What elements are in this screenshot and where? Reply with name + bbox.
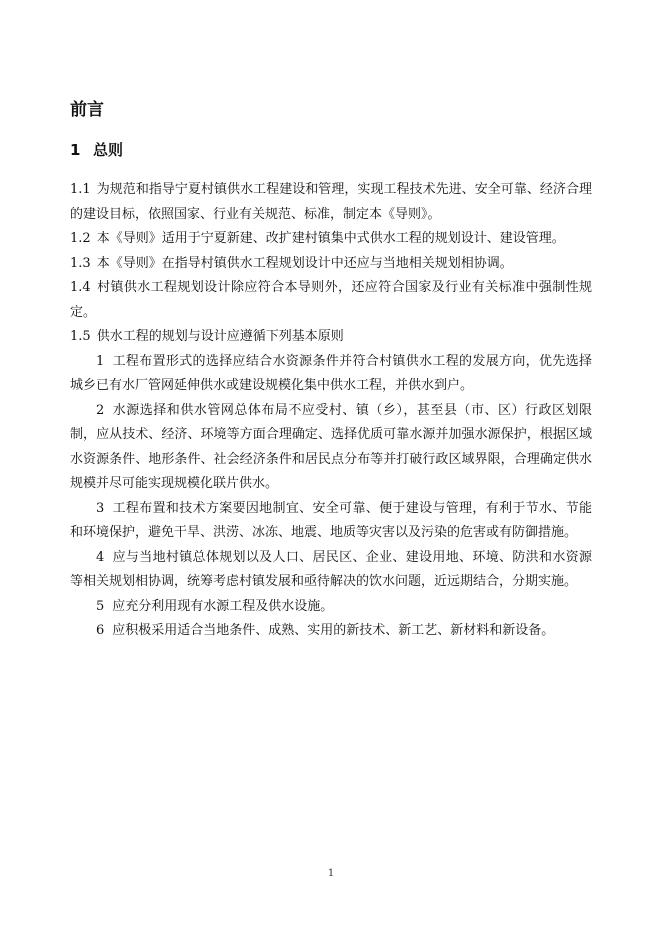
clause-text: 为规范和指导宁夏村镇供水工程建设和管理，实现工程技术先进、安全可靠、经济合理的建设目标，依照国家、行业有关规范、标准，制定本《导则》。 (70, 182, 592, 222)
principle-item (70, 399, 592, 497)
principle-text: 工程布置和技术方案要因地制宜、安全可靠、便于建设与管理，有利于节水、节能和环境保护，避免干旱、洪涝、冰冻、地震、地质等灾害以及污染的危害或有防御措施。 (70, 500, 592, 540)
principle-item (70, 595, 592, 620)
clause-number: 1.2 (70, 231, 91, 246)
clause-text: 本《导则》在指导村镇供水工程规划设计中还应与当地相关规划相协调。 (96, 255, 513, 271)
clause-number: 1.5 (70, 329, 91, 344)
clause-text: 村镇供水工程规划设计除应符合本导则外，还应符合国家及行业有关标准中强制性规定。 (70, 280, 592, 320)
clause-number: 1.4 (70, 280, 91, 295)
principle-number: 5 (96, 598, 105, 614)
document-body (70, 178, 592, 644)
preface-title: 前言 (70, 100, 104, 120)
principle-item (70, 350, 592, 399)
clause-1-3 (70, 252, 592, 277)
principle-text: 水源选择和供水管网总体布局不应受村、镇（乡），甚至县（市、区）行政区划限制，应从技术、经济、环境等方面合理确定、选择优质可靠水源并加强水源保护，根据区域水资源条件、地形条件、社会经济条件和居民点分布等并打破行政区域界限，合理确定供水规模并尽可能实现规模化联片供水。 (70, 402, 592, 491)
clause-number: 1.1 (70, 182, 91, 197)
clause-number: 1.3 (70, 255, 91, 271)
principle-text: 应与当地村镇总体规划以及人口、居民区、企业、建设用地、环境、防洪和水资源等相关规划相协调，统筹考虑村镇发展和亟待解决的饮水问题，近远期结合，分期实施。 (70, 549, 592, 589)
chapter-title: 总则 (93, 141, 124, 159)
clause-1-5 (70, 325, 592, 350)
principle-item (70, 546, 592, 595)
principle-number: 6 (96, 623, 105, 638)
principle-number: 4 (96, 549, 105, 565)
principle-item (70, 619, 592, 644)
principle-number: 1 (96, 353, 105, 369)
page-number: 1 (327, 868, 335, 879)
principle-text: 应积极采用适合当地条件、成熟、实用的新技术、新工艺、新材料和新设备。 (112, 623, 555, 638)
principle-text: 工程布置形式的选择应结合水资源条件并符合村镇供水工程的发展方向，优先选择城乡已有水厂管网延伸供水或建设规模化集中供水工程，并供水到户。 (70, 353, 592, 393)
clause-text: 供水工程的规划与设计应遵循下列基本原则 (96, 329, 344, 344)
clause-text: 本《导则》适用于宁夏新建、改扩建村镇集中式供水工程的规划设计、建设管理。 (96, 231, 565, 246)
principle-text: 应充分利用现有水源工程及供水设施。 (112, 598, 334, 614)
principle-number: 2 (96, 402, 105, 418)
chapter-heading (70, 139, 123, 160)
clause-1-1 (70, 178, 592, 227)
clause-1-4 (70, 276, 592, 325)
clause-1-2 (70, 227, 592, 252)
principle-item (70, 497, 592, 546)
principle-number: 3 (96, 500, 105, 516)
chapter-number: 1 (70, 141, 81, 159)
